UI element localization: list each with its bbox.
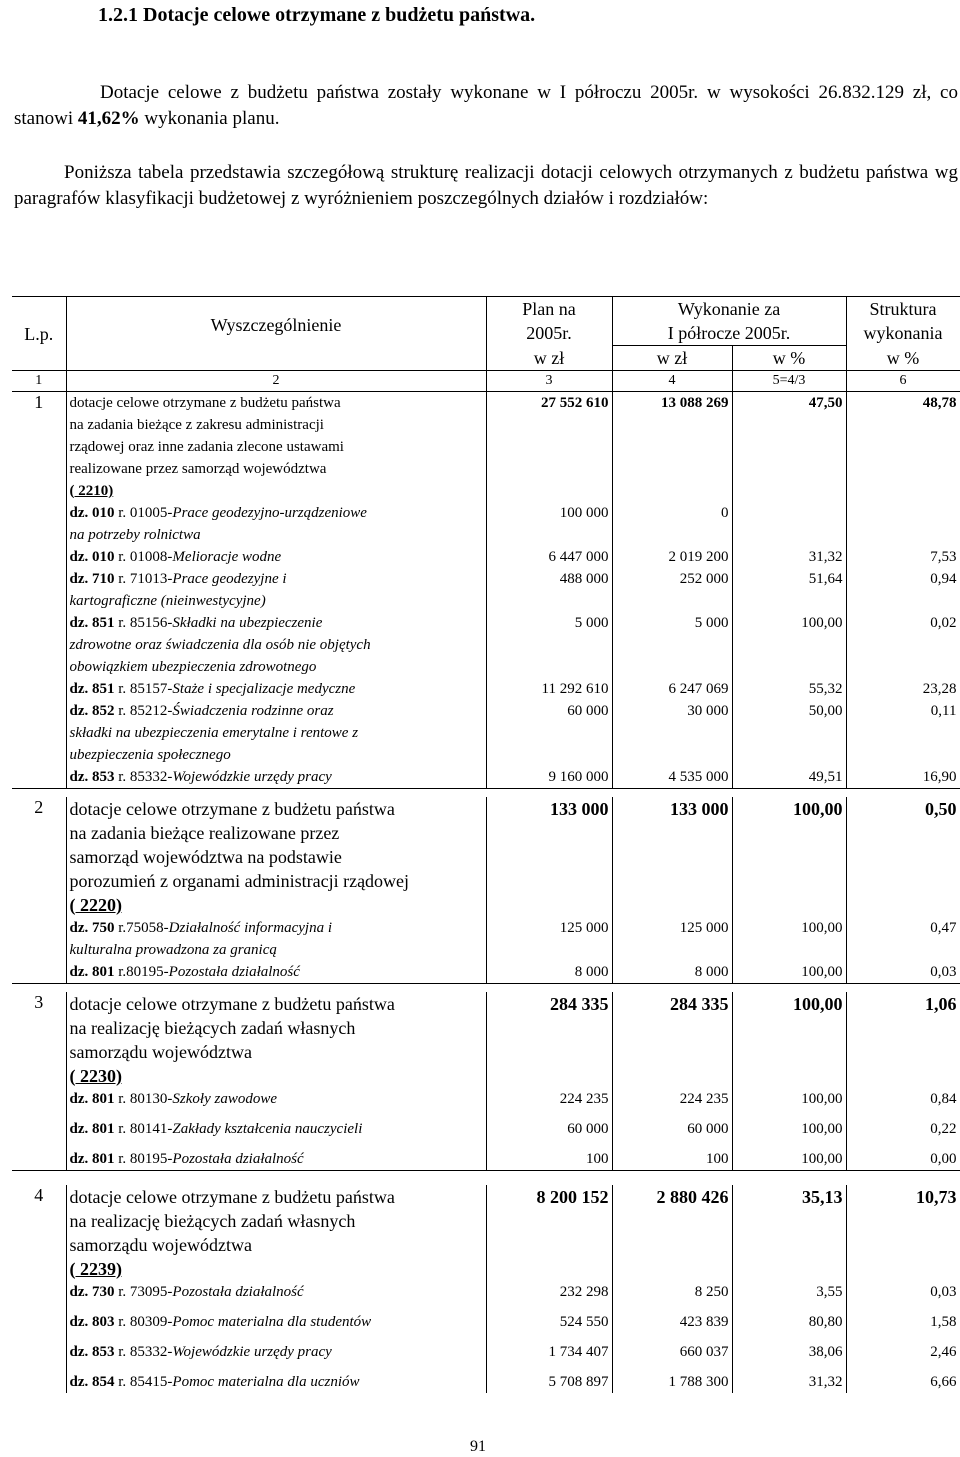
chapter-name: Prace geodezyjne i <box>172 571 287 587</box>
chapter-row <box>12 1311 960 1341</box>
chapter-description <box>66 766 486 789</box>
colnum-5: 5=4/3 <box>732 371 846 392</box>
chapter-execution: 1 788 300 <box>612 1371 732 1393</box>
table-description: Poniższa tabela przedstawia szczegółową strukturę realizacji dotacji celowych otrzymanych z budżetu państwa wg paragrafów klasyfikacji budżetowej z wyróżnieniem poszczególnych działów i rozdziałów: <box>14 162 958 209</box>
group-execution-percent: 47,50 <box>732 392 846 503</box>
spacer-cell <box>732 789 846 798</box>
paragraph-code: ( 2210) <box>69 483 114 499</box>
group-spacer <box>12 984 960 993</box>
group-spacer <box>12 1171 960 1186</box>
spacer-cell <box>846 1171 960 1186</box>
header-lp: L.p. <box>12 297 66 371</box>
chapter-execution: 4 535 000 <box>612 766 732 789</box>
chapter-row <box>12 1118 960 1148</box>
header-plan-line1: Plan na <box>486 297 612 322</box>
intro-paragraph <box>14 80 958 132</box>
chapter-code: r. 73095- <box>118 1284 173 1300</box>
chapter-execution-percent: 51,64 <box>732 568 846 612</box>
group-row <box>12 1185 960 1281</box>
spacer-cell <box>486 1171 612 1186</box>
chapter-name: Pomoc materialna dla studentów <box>172 1314 372 1330</box>
chapter-row <box>12 961 960 984</box>
chapter-name: Działalność informacyjna i <box>168 920 332 936</box>
chapter-plan: 5 708 897 <box>486 1371 612 1393</box>
header-execution-line2: I półrocze 2005r. <box>612 321 846 346</box>
chapter-code: r.80195- <box>118 964 169 980</box>
chapter-structure: 0,47 <box>846 917 960 961</box>
chapter-row <box>12 1341 960 1371</box>
chapter-execution: 8 250 <box>612 1281 732 1311</box>
header-execution-unit-pct: w % <box>732 346 846 371</box>
division-code: dz. 750 <box>69 920 115 936</box>
group-row <box>12 992 960 1088</box>
chapter-plan: 524 550 <box>486 1311 612 1341</box>
division-code: dz. 710 <box>69 571 115 587</box>
chapter-name: Wojewódzkie urzędy pracy <box>172 769 332 785</box>
chapter-code: r.75058- <box>118 920 169 936</box>
chapter-plan: 488 000 <box>486 568 612 612</box>
chapter-row <box>12 1148 960 1171</box>
header-plan-unit: w zł <box>486 346 612 371</box>
chapter-row <box>12 917 960 961</box>
chapter-name: Prace geodezyjno-urządzeniowe <box>172 505 367 521</box>
chapter-execution: 6 247 069 <box>612 678 732 700</box>
group-description <box>66 1185 486 1281</box>
division-code: dz. 851 <box>69 615 115 631</box>
chapter-row <box>12 612 960 678</box>
group-description <box>66 797 486 917</box>
chapter-structure: 0,84 <box>846 1088 960 1118</box>
chapter-plan: 8 000 <box>486 961 612 984</box>
division-code: dz. 010 <box>69 549 115 565</box>
chapter-structure: 0,00 <box>846 1148 960 1171</box>
chapter-plan: 5 000 <box>486 612 612 678</box>
division-code: dz. 010 <box>69 505 115 521</box>
chapter-description <box>66 1118 486 1148</box>
chapter-code: r. 85332- <box>118 1344 173 1360</box>
chapter-description <box>66 961 486 984</box>
group-execution-percent: 35,13 <box>732 1185 846 1281</box>
chapter-execution: 125 000 <box>612 917 732 961</box>
header-structure-line1: Struktura <box>846 297 960 322</box>
division-code: dz. 803 <box>69 1314 115 1330</box>
spacer-cell <box>612 1171 732 1186</box>
division-code: dz. 801 <box>69 1121 115 1137</box>
chapter-plan: 125 000 <box>486 917 612 961</box>
chapter-row <box>12 546 960 568</box>
chapter-execution-percent <box>732 502 846 546</box>
spacer-cell <box>486 789 612 798</box>
group-desc-line: samorządu województwa <box>69 1235 252 1255</box>
spacer-cell <box>732 1171 846 1186</box>
paragraph-code: ( 2239) <box>69 1259 122 1279</box>
chapter-name-cont: kulturalna prowadzona za granicą <box>69 942 277 958</box>
group-desc-line: samorząd województwa na podstawie <box>69 847 342 867</box>
chapter-code: r. 80309- <box>118 1314 173 1330</box>
chapter-execution: 30 000 <box>612 700 732 766</box>
chapter-name-cont: składki na ubezpieczenia emerytalne i rentowe z <box>69 725 359 741</box>
chapter-plan: 1 734 407 <box>486 1341 612 1371</box>
spacer-cell <box>12 984 66 993</box>
chapter-plan: 60 000 <box>486 700 612 766</box>
group-desc-line: dotacje celowe otrzymane z budżetu państwa <box>69 1187 395 1207</box>
group-structure: 48,78 <box>846 392 960 503</box>
chapter-row <box>12 502 960 546</box>
chapter-structure: 16,90 <box>846 766 960 789</box>
chapter-row <box>12 678 960 700</box>
chapter-name: Pozostała działalność <box>172 1284 304 1300</box>
chapter-description <box>66 546 486 568</box>
spacer-cell <box>612 789 732 798</box>
group-description <box>66 992 486 1088</box>
group-desc-line: na zadania bieżące realizowane przez <box>69 823 340 843</box>
chapter-description <box>66 568 486 612</box>
spacer-cell <box>66 984 486 993</box>
chapter-execution-percent: 38,06 <box>732 1341 846 1371</box>
chapter-structure: 0,02 <box>846 612 960 678</box>
colnum-3: 3 <box>486 371 612 392</box>
group-desc-line: dotacje celowe otrzymane z budżetu państwa <box>69 799 395 819</box>
division-code: dz. 801 <box>69 1151 115 1167</box>
chapter-structure: 0,03 <box>846 961 960 984</box>
group-row <box>12 392 960 503</box>
chapter-structure <box>846 502 960 546</box>
chapter-description <box>66 1341 486 1371</box>
chapter-code: r. 85212- <box>118 703 173 719</box>
column-numbers-row <box>12 371 960 392</box>
group-desc-line: rządowej oraz inne zadania zlecone ustawami <box>69 439 344 455</box>
chapter-name-cont: zdrowotne oraz świadczenia dla osób nie objętych <box>69 637 371 653</box>
group-row <box>12 797 960 917</box>
section-heading: 1.2.1 Dotacje celowe otrzymane z budżetu państwa. <box>98 4 536 26</box>
chapter-execution-percent: 31,32 <box>732 546 846 568</box>
chapter-execution: 5 000 <box>612 612 732 678</box>
chapter-structure: 0,11 <box>846 700 960 766</box>
chapter-code: r. 85415- <box>118 1374 173 1390</box>
spacer-cell <box>846 789 960 798</box>
header-structure-line2: wykonania <box>846 321 960 346</box>
chapter-execution: 423 839 <box>612 1311 732 1341</box>
group-desc-line: porozumień z organami administracji rządowej <box>69 871 410 891</box>
group-desc-line: na realizację bieżących zadań własnych <box>69 1211 356 1231</box>
header-execution-unit-zl: w zł <box>612 346 732 371</box>
division-code: dz. 730 <box>69 1284 115 1300</box>
division-code: dz. 853 <box>69 1344 115 1360</box>
chapter-name: Składki na ubezpieczenie <box>172 615 323 631</box>
chapter-structure: 1,58 <box>846 1311 960 1341</box>
chapter-description <box>66 502 486 546</box>
spacer-cell <box>612 984 732 993</box>
chapter-row <box>12 700 960 766</box>
chapter-structure: 23,28 <box>846 678 960 700</box>
chapter-execution: 660 037 <box>612 1341 732 1371</box>
chapter-plan: 100 000 <box>486 502 612 546</box>
chapter-name: Melioracje wodne <box>172 549 282 565</box>
group-plan: 27 552 610 <box>486 392 612 503</box>
group-spacer <box>12 789 960 798</box>
chapter-execution: 252 000 <box>612 568 732 612</box>
chapter-plan: 6 447 000 <box>486 546 612 568</box>
chapter-code: r. 01005- <box>118 505 173 521</box>
chapter-row <box>12 1281 960 1311</box>
division-code: dz. 851 <box>69 681 115 697</box>
chapter-code: r. 85332- <box>118 769 173 785</box>
chapter-execution: 2 019 200 <box>612 546 732 568</box>
chapter-plan: 224 235 <box>486 1088 612 1118</box>
chapter-code: r. 80130- <box>118 1091 173 1107</box>
chapter-name: Staże i specjalizacje medyczne <box>172 681 356 697</box>
group-execution-percent: 100,00 <box>732 797 846 917</box>
chapter-execution: 8 000 <box>612 961 732 984</box>
chapter-row <box>12 1088 960 1118</box>
chapter-execution-percent: 100,00 <box>732 612 846 678</box>
chapter-plan: 60 000 <box>486 1118 612 1148</box>
spacer-cell <box>66 1171 486 1186</box>
chapter-description <box>66 612 486 678</box>
group-structure: 0,50 <box>846 797 960 917</box>
chapter-execution-percent: 80,80 <box>732 1311 846 1341</box>
group-desc-line: dotacje celowe otrzymane z budżetu państwa <box>69 994 395 1014</box>
chapter-row <box>12 568 960 612</box>
group-description <box>66 392 486 503</box>
chapter-execution: 60 000 <box>612 1118 732 1148</box>
chapter-plan: 9 160 000 <box>486 766 612 789</box>
division-code: dz. 854 <box>69 1374 115 1390</box>
chapter-structure: 7,53 <box>846 546 960 568</box>
group-desc-line: na zadania bieżące z zakresu administracji <box>69 417 324 433</box>
chapter-structure: 6,66 <box>846 1371 960 1393</box>
execution-percent: 41,62% <box>77 108 140 129</box>
chapter-execution: 224 235 <box>612 1088 732 1118</box>
chapter-description <box>66 1311 486 1341</box>
chapter-name: Wojewódzkie urzędy pracy <box>172 1344 332 1360</box>
chapter-name-cont: na potrzeby rolnictwa <box>69 527 201 543</box>
spacer-cell <box>486 984 612 993</box>
division-code: dz. 801 <box>69 1091 115 1107</box>
chapter-name: Szkoły zawodowe <box>172 1091 277 1107</box>
group-structure: 1,06 <box>846 992 960 1088</box>
chapter-description <box>66 700 486 766</box>
header-description: Wyszczególnienie <box>66 297 486 371</box>
chapter-name: Świadczenia rodzinne oraz <box>172 703 334 719</box>
spacer-cell <box>846 984 960 993</box>
chapter-code: r. 85156- <box>118 615 173 631</box>
spacer-cell <box>66 789 486 798</box>
colnum-2: 2 <box>66 371 486 392</box>
chapter-structure: 2,46 <box>846 1341 960 1371</box>
header-structure-unit: w % <box>846 346 960 371</box>
group-number: 1 <box>12 392 66 789</box>
chapter-structure: 0,22 <box>846 1118 960 1148</box>
group-execution: 13 088 269 <box>612 392 732 503</box>
paragraph-code: ( 2220) <box>69 895 122 915</box>
chapter-execution-percent: 100,00 <box>732 917 846 961</box>
colnum-4: 4 <box>612 371 732 392</box>
chapter-name: Zakłady kształcenia nauczycieli <box>172 1121 363 1137</box>
chapter-code: r. 01008- <box>118 549 173 565</box>
chapter-execution-percent: 3,55 <box>732 1281 846 1311</box>
group-plan: 8 200 152 <box>486 1185 612 1281</box>
grants-table <box>12 296 960 1393</box>
spacer-cell <box>732 984 846 993</box>
group-number: 2 <box>12 797 66 984</box>
colnum-1: 1 <box>12 371 66 392</box>
chapter-execution-percent: 55,32 <box>732 678 846 700</box>
chapter-structure: 0,03 <box>846 1281 960 1311</box>
chapter-description <box>66 1371 486 1393</box>
paragraph-code: ( 2230) <box>69 1066 122 1086</box>
chapter-code: r. 80195- <box>118 1151 173 1167</box>
chapter-code: r. 71013- <box>118 571 173 587</box>
group-desc-line: na realizację bieżących zadań własnych <box>69 1018 356 1038</box>
chapter-description <box>66 917 486 961</box>
chapter-description <box>66 1281 486 1311</box>
spacer-cell <box>12 789 66 798</box>
spacer-cell <box>12 1171 66 1186</box>
chapter-execution-percent: 31,32 <box>732 1371 846 1393</box>
group-desc-line: samorządu województwa <box>69 1042 252 1062</box>
group-execution-percent: 100,00 <box>732 992 846 1088</box>
header-plan-line2: 2005r. <box>486 321 612 346</box>
chapter-plan: 100 <box>486 1148 612 1171</box>
chapter-execution-percent: 100,00 <box>732 1118 846 1148</box>
group-desc-line: dotacje celowe otrzymane z budżetu państwa <box>69 395 341 411</box>
chapter-row <box>12 766 960 789</box>
division-code: dz. 852 <box>69 703 115 719</box>
chapter-execution-percent: 100,00 <box>732 961 846 984</box>
chapter-plan: 11 292 610 <box>486 678 612 700</box>
chapter-name: Pomoc materialna dla uczniów <box>172 1374 360 1390</box>
chapter-code: r. 85157- <box>118 681 173 697</box>
page-number: 91 <box>470 1438 486 1455</box>
chapter-description <box>66 1088 486 1118</box>
group-execution: 284 335 <box>612 992 732 1088</box>
chapter-execution: 100 <box>612 1148 732 1171</box>
group-number: 4 <box>34 1185 44 1205</box>
group-structure: 10,73 <box>846 1185 960 1281</box>
group-execution: 133 000 <box>612 797 732 917</box>
group-number: 3 <box>12 992 66 1171</box>
chapter-description <box>66 1148 486 1171</box>
division-code: dz. 853 <box>69 769 115 785</box>
group-execution: 2 880 426 <box>612 1185 732 1281</box>
chapter-description <box>66 678 486 700</box>
chapter-execution-percent: 100,00 <box>732 1148 846 1171</box>
chapter-code: r. 80141- <box>118 1121 173 1137</box>
intro-text: Dotacje celowe z budżetu państwa zostały wykonane w I półroczu 2005r. w wysokości 26.832.129 zł, co stanowi <box>14 82 958 129</box>
group-plan: 284 335 <box>486 992 612 1088</box>
group-plan: 133 000 <box>486 797 612 917</box>
chapter-name: Pozostała działalność <box>168 964 300 980</box>
chapter-name-cont: kartograficzne (nieinwestycyjne) <box>69 593 266 609</box>
header-execution-line1: Wykonanie za <box>612 297 846 322</box>
chapter-name-cont: ubezpieczenia społecznego <box>69 747 231 763</box>
colnum-6: 6 <box>846 371 960 392</box>
chapter-row <box>12 1371 960 1393</box>
chapter-execution-percent: 49,51 <box>732 766 846 789</box>
intro-text-end: wykonania planu. <box>139 108 280 129</box>
chapter-structure: 0,94 <box>846 568 960 612</box>
group-desc-line: realizowane przez samorząd województwa <box>69 461 327 477</box>
chapter-plan: 232 298 <box>486 1281 612 1311</box>
chapter-execution-percent: 50,00 <box>732 700 846 766</box>
chapter-execution: 0 <box>612 502 732 546</box>
chapter-name: Pozostała działalność <box>172 1151 304 1167</box>
division-code: dz. 801 <box>69 964 115 980</box>
chapter-execution-percent: 100,00 <box>732 1088 846 1118</box>
chapter-name-cont: obowiązkiem ubezpieczenia zdrowotnego <box>69 659 317 675</box>
